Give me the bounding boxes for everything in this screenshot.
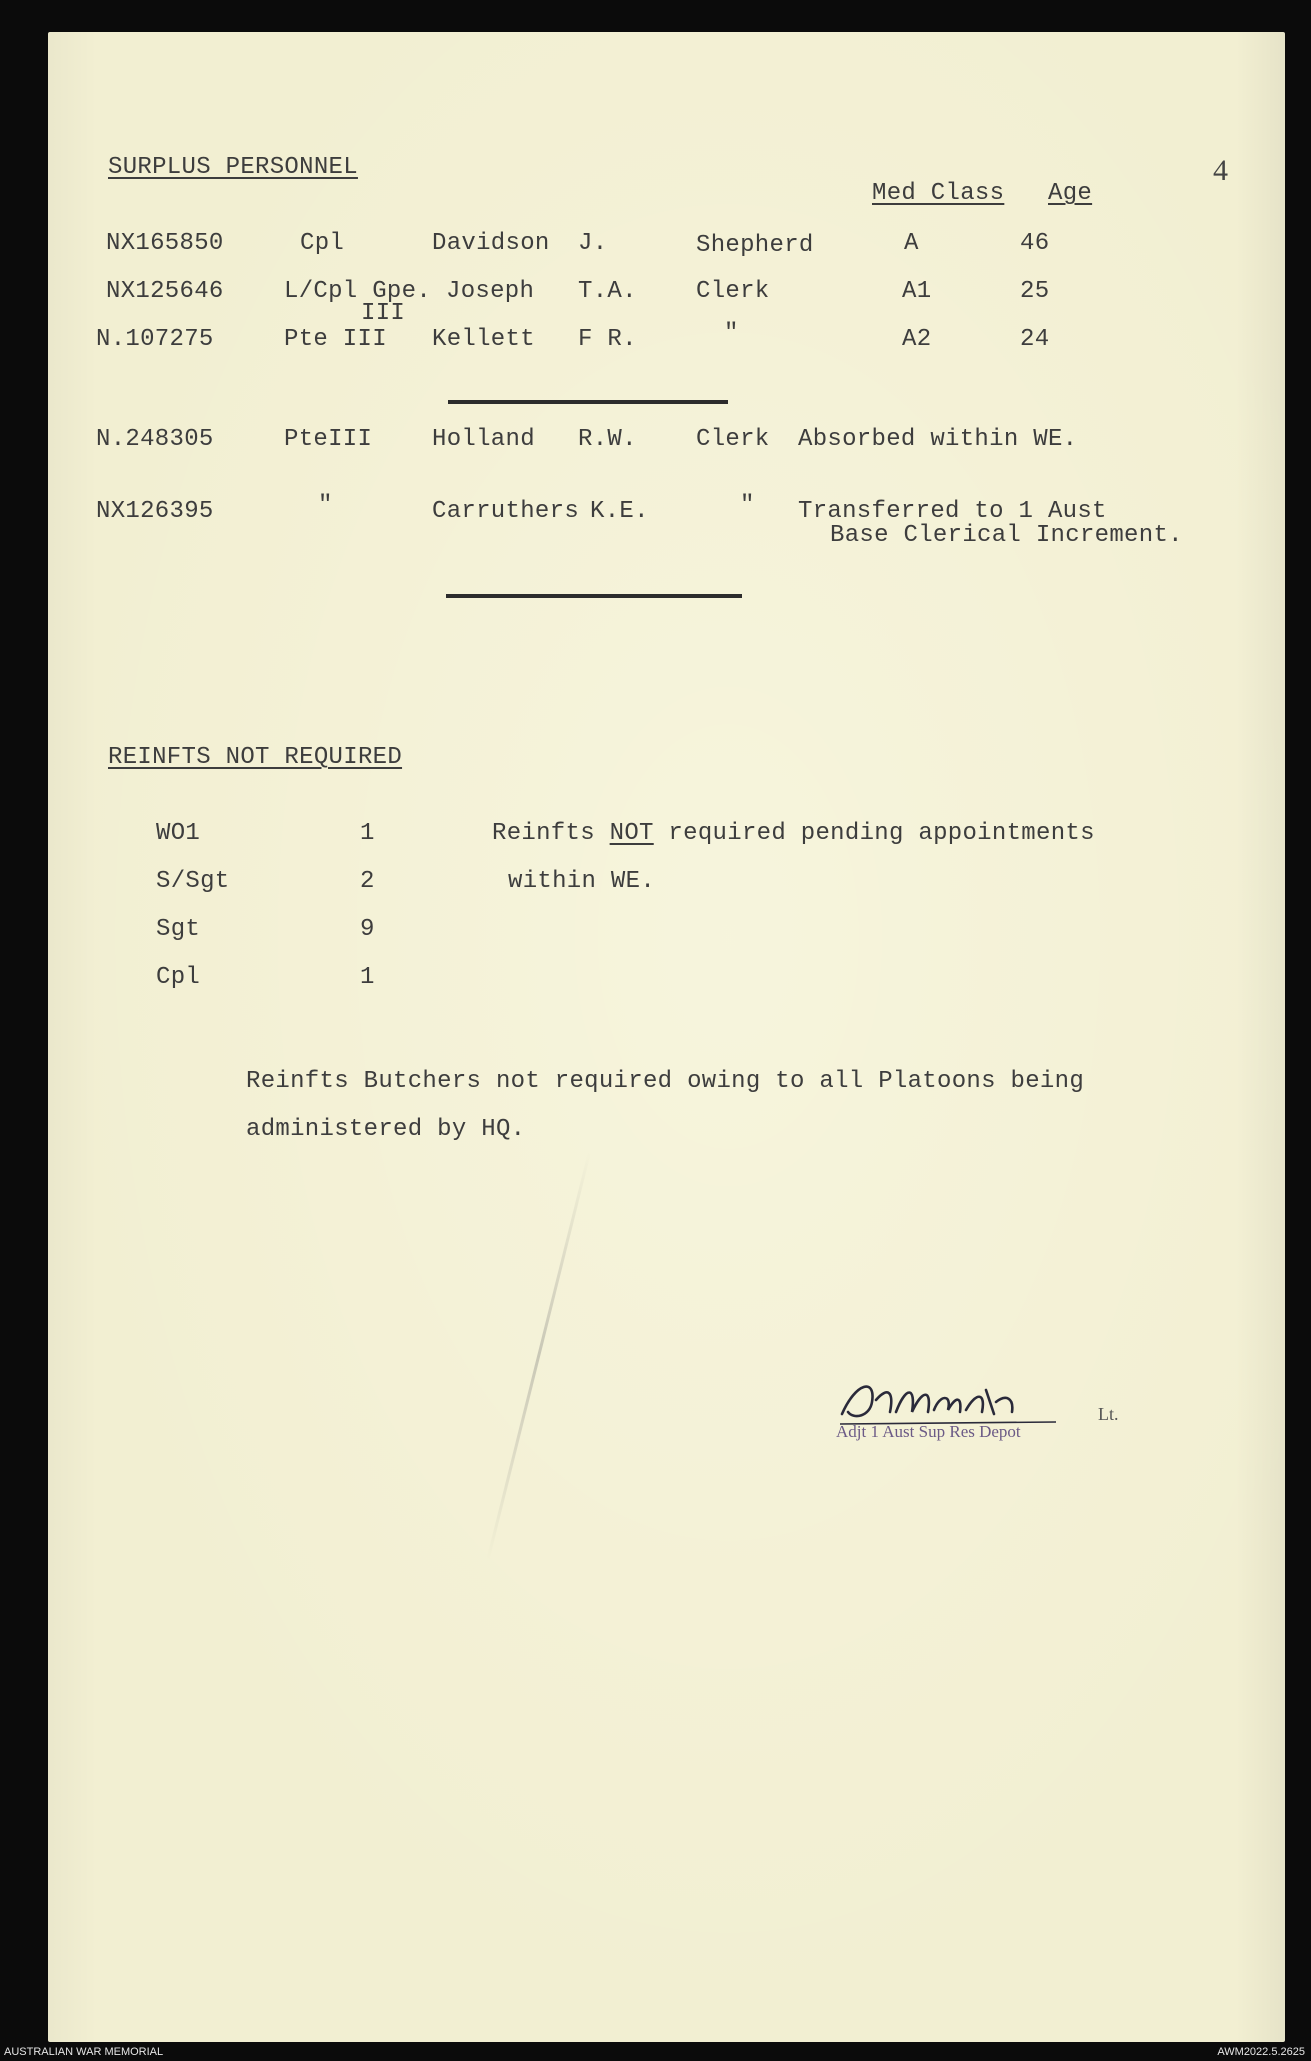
signature-stamp: Adjt 1 Aust Sup Res Depot xyxy=(836,1422,1021,1441)
reinft-rank: WO1 xyxy=(156,820,201,847)
service-number: N.248305 xyxy=(96,426,214,453)
service-number: N.107275 xyxy=(96,326,214,353)
rank: Cpl xyxy=(300,230,345,257)
surname: Carruthers xyxy=(432,498,580,525)
trade: Shepherd xyxy=(696,232,814,259)
trade: Clerk xyxy=(696,426,770,453)
reinft-count: 1 xyxy=(360,964,375,991)
age: 24 xyxy=(1020,326,1050,353)
rank: Pte III xyxy=(284,326,387,353)
reinft-rank: Sgt xyxy=(156,916,201,943)
reinfts-note-emphasis: NOT xyxy=(609,820,654,847)
rank: PteIII xyxy=(284,426,373,453)
reinft-count: 2 xyxy=(360,868,375,895)
age: 25 xyxy=(1020,278,1050,305)
ditto-mark: " xyxy=(740,492,755,519)
reinfts-heading: REINFTS NOT REQUIRED xyxy=(108,744,403,771)
surname: Holland xyxy=(432,426,535,453)
reinft-count: 9 xyxy=(360,916,375,943)
trade: Clerk xyxy=(696,278,770,305)
ditto-mark: " xyxy=(724,320,739,347)
initials: T.A. xyxy=(578,278,637,305)
surname: Davidson xyxy=(432,230,550,257)
divider-rule xyxy=(446,594,742,598)
pencil-mark xyxy=(486,1152,591,1560)
divider-rule xyxy=(448,400,728,404)
service-number: NX125646 xyxy=(106,278,224,305)
disposition-note: Absorbed within WE. xyxy=(798,426,1078,453)
ditto-mark: " xyxy=(318,492,333,519)
initials: K.E. xyxy=(590,498,649,525)
footer-right: AWM2022.5.2625 xyxy=(1217,2046,1305,2058)
med-class: A1 xyxy=(902,278,932,305)
reinfts-note-text: required pending appointments xyxy=(653,820,1095,847)
surname: Kellett xyxy=(432,326,535,353)
reinfts-note-cont: within WE. xyxy=(508,868,656,895)
initials: F R. xyxy=(578,326,637,353)
footer-left: AUSTRALIAN WAR MEMORIAL xyxy=(4,2046,164,2058)
med-class: A2 xyxy=(902,326,932,353)
surname: Joseph xyxy=(446,278,535,305)
butchers-note-cont: administered by HQ. xyxy=(246,1116,526,1143)
disposition-note-cont: Base Clerical Increment. xyxy=(830,522,1183,549)
age: 46 xyxy=(1020,230,1050,257)
surplus-heading: SURPLUS PERSONNEL xyxy=(108,154,358,181)
initials: R.W. xyxy=(578,426,637,453)
rank: L/Cpl Gpe. xyxy=(284,278,432,305)
disposition-note: Transferred to 1 Aust xyxy=(798,498,1107,525)
reinfts-note xyxy=(492,820,1095,847)
rank-group: III xyxy=(361,300,406,327)
document-page xyxy=(48,32,1285,2042)
page-number: 4 xyxy=(1213,154,1228,187)
signature-rank: Lt. xyxy=(1098,1404,1119,1424)
service-number: NX126395 xyxy=(96,498,214,525)
service-number: NX165850 xyxy=(106,230,224,257)
reinft-count: 1 xyxy=(360,820,375,847)
column-header-med-class: Med Class xyxy=(872,180,1005,207)
reinft-rank: Cpl xyxy=(156,964,201,991)
reinfts-note-text: Reinfts xyxy=(492,820,610,847)
butchers-note: Reinfts Butchers not required owing to all Platoons being xyxy=(246,1068,1085,1095)
column-header-age: Age xyxy=(1048,180,1093,207)
reinft-rank: S/Sgt xyxy=(156,868,230,895)
med-class: A xyxy=(904,230,919,257)
initials: J. xyxy=(578,230,608,257)
